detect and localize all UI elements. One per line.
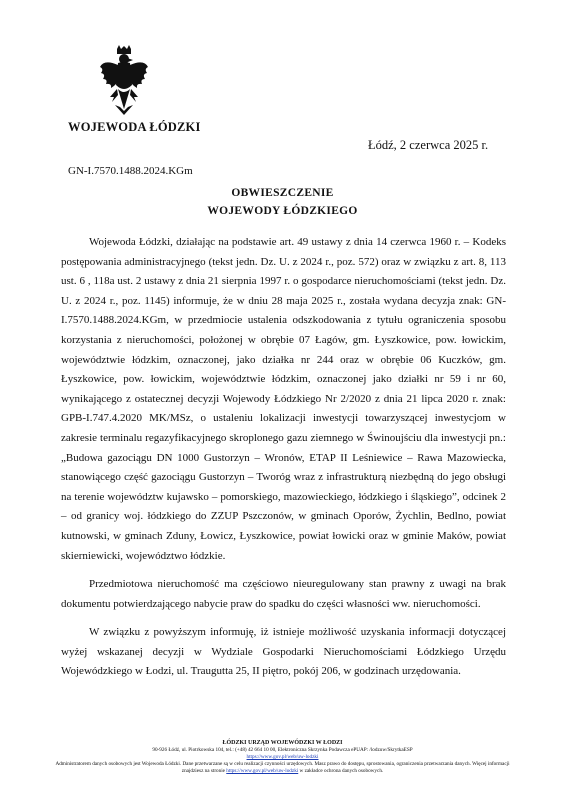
footer-office-name: ŁÓDZKI URZĄD WOJEWÓDZKI W ŁODZI: [222, 740, 343, 746]
place-date: Łódź, 2 czerwca 2025 r.: [368, 138, 489, 152]
document-body: [61, 233, 506, 691]
authority-name: WOJEWODA ŁÓDZKI: [68, 120, 201, 134]
title-line-2: WOJEWODY ŁÓDZKIEGO: [207, 205, 358, 217]
privacy-link[interactable]: https://www.gov.pl/web/uw-lodzki: [226, 768, 299, 774]
body-paragraph-1: Wojewoda Łódzki, działając na podstawie art. 49 ustawy z dnia 14 czerwca 1960 r. – Kodeks postępowania administracyjnego (tekst jedn. Dz. U. z 2024 r., poz. 572) oraz w związku z art. 8, 113 ust. 6 , 118a ust. 2 ustawy z dnia 21 sierpnia 1997 r. o gospodarce nieruchomościami (tekst jedn. Dz. U. z 2024 r., poz. 1145) informuje, że w dniu 28 maja 2025 r., została wydana decyzja znak: GN-I.7570.1488.2024.KGm, w przedmiocie ustalenia odszkodowania z tytułu ograniczenia sposobu korzystania z nieruchomości, położonej w obrębie 07 Łagów, gm. Łyszkowice, pow. łowickim, województwie łódzkim, oznaczonej, jako działka nr 244 oraz w obrębie 06 Kuczków, gm. Łyszkowice, pow. łowickim, województwie łódzkim, oznaczonej jako działki nr 59 i nr 60, wynikającego z ostatecznej decyzji Wojewody Łódzkiego Nr 2/2020 z dnia 21 lipca 2020 r. znak: GPB-I.747.4.2020 MK/MSz, o ustaleniu lokalizacji inwestycji towarzyszącej inwestycjom w zakresie terminalu regazyfikacyjnego skroplonego gazu ziemnego w Świnoujściu dla inwestycji pn.: „Budowa gazociągu DN 1000 Gustorzyn – Wronów, ETAP II Leśniewice – Rawa Mazowiecka, stanowiącego część gazociągu Gustorzyn – Tworóg wraz z infrastrukturą niezbędną do jego obsługi na terenie województw kujawsko – pomorskiego, mazowieckiego, łódzkiego i śląskiego”, odcinek 2 – od granicy woj. łódzkiego do ZZUP Pszczonów, w gminach Oporów, Żychlin, Bedlno, powiat kutnowski, w gminach Zduny, Łowicz, Łyszkowice, powiat łowicki oraz w gminie Maków, powiat skierniewicki, województwo łódzkie.: [61, 236, 506, 562]
footer-website-link[interactable]: https://www.gov.pl/web/uw-lodzki: [246, 754, 319, 760]
privacy-note-text: Administratorem danych osobowych jest Wojewoda Łódzki. Dane przetwarzane są w celu realizacji czynności urzędowych. Masz prawo do dostępu, sprostowania, ograniczenia przetwarzania danych. Więcej informacji znajdziesz na stronie: [55, 761, 510, 774]
document-footer: [0, 739, 565, 775]
body-paragraph-3: W związku z powyższym informuję, iż istnieje możliwość uzyskania informacji dotyczącej wyżej wskazanej decyzji w Wydziale Gospodarki Nieruchomościami Łódzkiego Urzędu Wojewódzkiego w Łodzi, ul. Traugutta 25, II piętro, pokój 206, w godzinach urzędowania.: [61, 626, 506, 678]
title-line-1: OBWIESZCZENIE: [231, 187, 334, 199]
eagle-emblem-icon: [98, 45, 150, 117]
case-number: GN-I.7570.1488.2024.KGm: [68, 165, 193, 177]
footer-address: 90-926 Łódź, ul. Piotrkowska 104, tel.: (+48) 42 664 10 00, Elektroniczna Skrzynka Podawcza ePUAP: /lodzuw/SkrytkaESP: [152, 747, 413, 753]
footer-privacy-note: [48, 761, 518, 775]
document-title: [0, 184, 565, 220]
body-paragraph-2: Przedmiotowa nieruchomość ma częściowo nieuregulowany stan prawny z uwagi na brak dokumentu potwierdzającego nabycie praw do spadku do części własności ww. nieruchomości.: [61, 578, 506, 610]
privacy-note-suffix: w zakładce ochrona danych osobowych.: [298, 768, 384, 774]
